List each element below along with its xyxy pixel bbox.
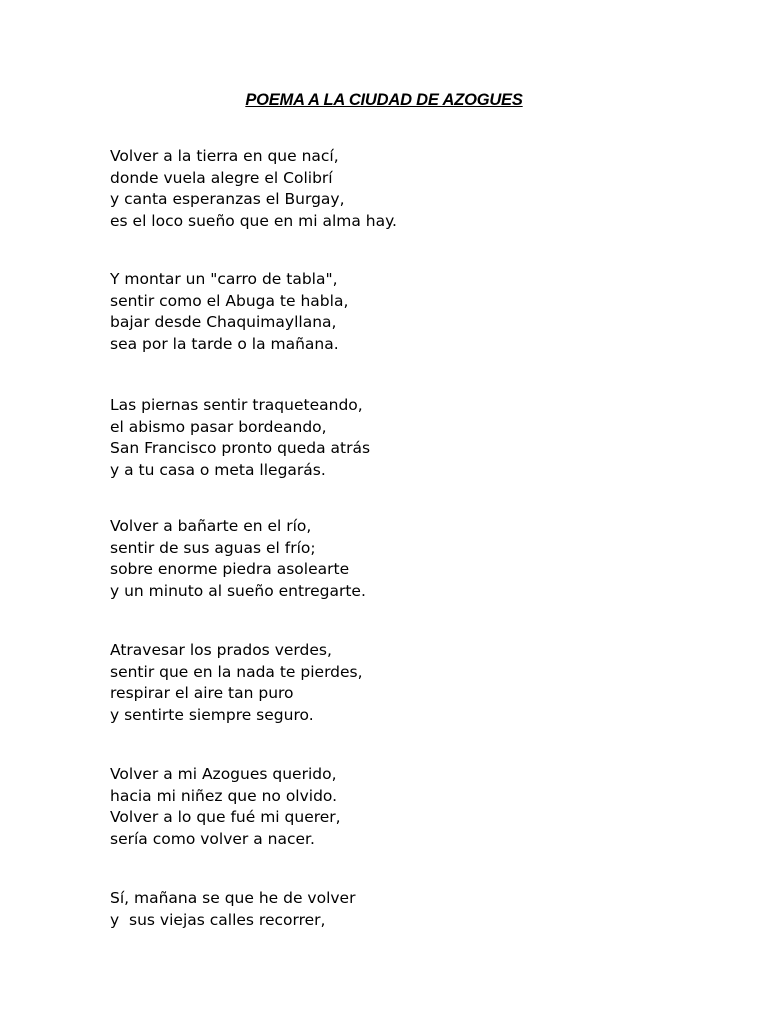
stanza-4 <box>110 516 730 602</box>
poem-line: donde vuela alegre el Colibrí <box>110 168 333 187</box>
poem-line: es el loco sueño que en mi alma hay. <box>110 211 397 230</box>
poem-line: sea por la tarde o la mañana. <box>110 334 339 353</box>
stanza-1 <box>110 146 730 232</box>
poem-line: bajar desde Chaquimayllana, <box>110 313 337 331</box>
poem-line: y sus viejas calles recorrer, <box>110 910 326 929</box>
stanza-5 <box>110 640 730 726</box>
poem-line: sentir como el Abuga te habla, <box>110 291 349 310</box>
poem-line: Volver a lo que fué mi querer, <box>110 808 341 826</box>
poem-line: y un minuto al sueño entregarte. <box>110 581 366 600</box>
poem-line: Volver a la tierra en que nací, <box>110 147 339 165</box>
poem-line: Volver a mi Azogues querido, <box>110 765 337 783</box>
poem-line: Atravesar los prados verdes, <box>110 641 332 659</box>
poem-line: sobre enorme piedra asolearte <box>110 560 350 578</box>
poem-line: Las piernas sentir traqueteando, <box>110 396 363 414</box>
poem-line: y canta esperanzas el Burgay, <box>110 190 345 208</box>
stanza-6 <box>110 764 730 850</box>
stanza-3 <box>110 395 730 481</box>
poem-line: San Francisco pronto queda atrás <box>110 439 371 457</box>
poem-line: y sentirte siempre seguro. <box>110 705 314 724</box>
poem-title: POEMA A LA CIUDAD DE AZOGUES <box>245 91 523 109</box>
poem-line: Y montar un "carro de tabla", <box>110 270 338 288</box>
stanza-2 <box>110 269 730 355</box>
poem-line: respirar el aire tan puro <box>110 684 294 702</box>
poem-line: sentir de sus aguas el frío; <box>110 538 316 557</box>
poem-line: el abismo pasar bordeando, <box>110 417 327 436</box>
poem-line: y a tu casa o meta llegarás. <box>110 460 326 479</box>
poem-line: Volver a bañarte en el río, <box>110 517 312 535</box>
poem-line: hacia mi niñez que no olvido. <box>110 786 338 805</box>
stanza-7 <box>110 888 730 931</box>
poem-line: sería como volver a nacer. <box>110 829 315 848</box>
poem-line: sentir que en la nada te pierdes, <box>110 662 363 681</box>
poem-line: Sí, mañana se que he de volver <box>110 889 356 907</box>
